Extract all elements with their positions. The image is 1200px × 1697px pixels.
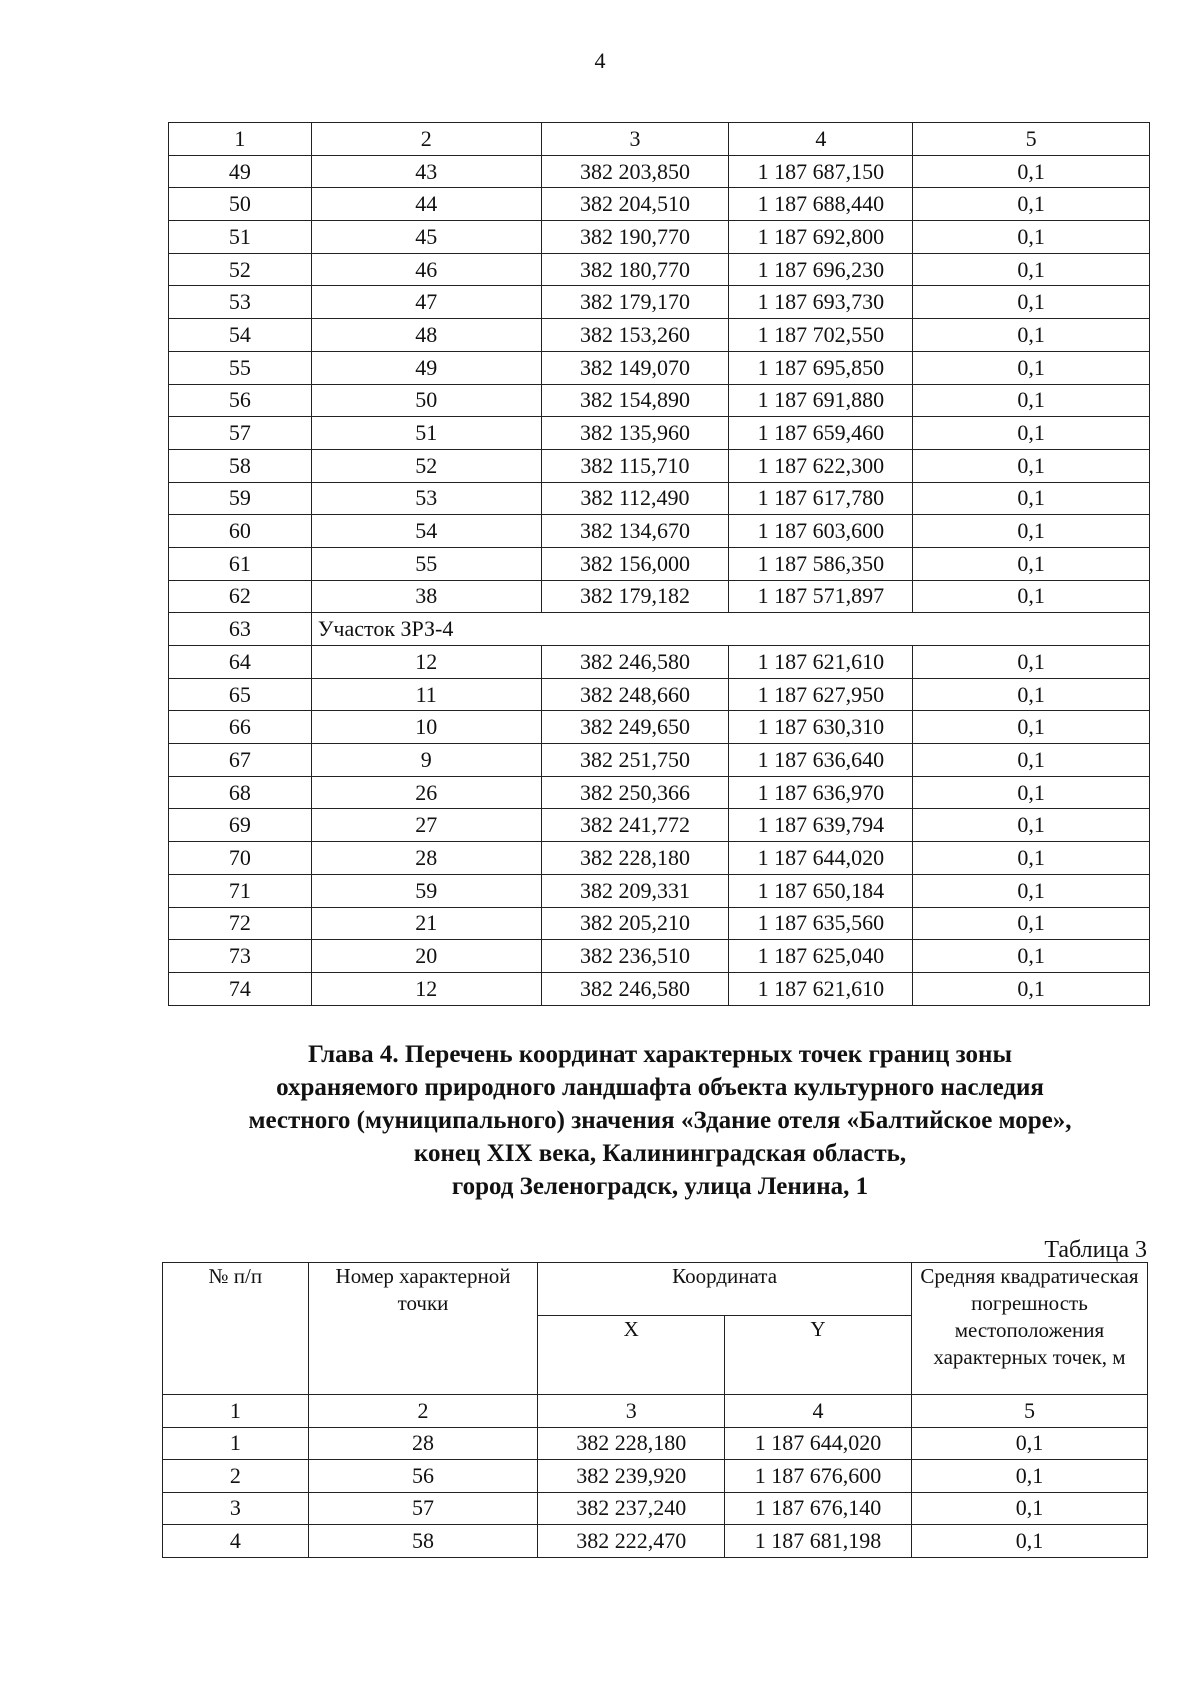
header-error: Средняя квадратическая погрешность местоположения характерных точек, м [911,1263,1147,1395]
error-cell: 0,1 [913,678,1150,711]
error-cell: 0,1 [911,1492,1147,1525]
coordinates-table-3 [162,1262,1148,1558]
table-section [169,613,1150,646]
table-body-a [169,155,1150,613]
table-row [163,1492,1148,1525]
error-cell: 0,1 [913,580,1150,613]
y-coordinate-cell: 1 187 676,140 [725,1492,912,1525]
x-coordinate-cell: 382 222,470 [538,1525,725,1558]
x-coordinate-cell: 382 209,331 [541,874,729,907]
table-row [169,515,1150,548]
error-cell: 0,1 [913,711,1150,744]
index-cell: 5 [911,1395,1147,1428]
error-cell: 0,1 [913,809,1150,842]
y-coordinate-cell: 1 187 693,730 [729,286,913,319]
point-number-cell: 51 [311,417,541,450]
error-cell: 0,1 [913,449,1150,482]
error-cell: 0,1 [913,286,1150,319]
index-cell: 2 [311,123,541,156]
table-row [169,188,1150,221]
y-coordinate-cell: 1 187 695,850 [729,351,913,384]
x-coordinate-cell: 382 248,660 [541,678,729,711]
x-coordinate-cell: 382 246,580 [541,646,729,679]
chapter-title-line: Глава 4. Перечень координат характерных точек границ зоны [308,1041,1012,1068]
point-number-cell: 20 [311,940,541,973]
error-cell: 0,1 [913,547,1150,580]
index-cell: 3 [541,123,729,156]
table-row [169,972,1150,1005]
chapter-title [170,1038,1150,1203]
error-cell: 0,1 [911,1460,1147,1493]
section-row [169,613,1150,646]
x-coordinate-cell: 382 149,070 [541,351,729,384]
row-number-cell: 57 [169,417,312,450]
y-coordinate-cell: 1 187 621,610 [729,972,913,1005]
error-cell: 0,1 [913,253,1150,286]
y-coordinate-cell: 1 187 622,300 [729,449,913,482]
x-coordinate-cell: 382 249,650 [541,711,729,744]
x-coordinate-cell: 382 251,750 [541,744,729,777]
error-cell: 0,1 [913,940,1150,973]
index-cell: 1 [169,123,312,156]
table-row [163,1460,1148,1493]
point-number-cell: 21 [311,907,541,940]
row-number-cell: 2 [163,1460,309,1493]
x-coordinate-cell: 382 180,770 [541,253,729,286]
x-coordinate-cell: 382 236,510 [541,940,729,973]
table-row [163,1427,1148,1460]
row-number-cell: 52 [169,253,312,286]
point-number-cell: 43 [311,155,541,188]
error-cell: 0,1 [913,319,1150,352]
y-coordinate-cell: 1 187 702,550 [729,319,913,352]
table-row [169,678,1150,711]
table-row [169,874,1150,907]
error-cell: 0,1 [913,874,1150,907]
x-coordinate-cell: 382 203,850 [541,155,729,188]
error-cell: 0,1 [913,646,1150,679]
x-coordinate-cell: 382 153,260 [541,319,729,352]
y-coordinate-cell: 1 187 603,600 [729,515,913,548]
row-number-cell: 61 [169,547,312,580]
point-number-cell: 54 [311,515,541,548]
table-row [169,449,1150,482]
row-number-cell: 64 [169,646,312,679]
y-coordinate-cell: 1 187 688,440 [729,188,913,221]
y-coordinate-cell: 1 187 617,780 [729,482,913,515]
table-index-row [163,1395,1148,1428]
point-number-cell: 10 [311,711,541,744]
row-number-cell: 62 [169,580,312,613]
x-coordinate-cell: 382 134,670 [541,515,729,548]
y-coordinate-cell: 1 187 644,020 [729,842,913,875]
x-coordinate-cell: 382 154,890 [541,384,729,417]
chapter-title-line: конец XIX века, Калининградская область, [413,1140,907,1167]
y-coordinate-cell: 1 187 630,310 [729,711,913,744]
y-coordinate-cell: 1 187 636,640 [729,744,913,777]
point-number-cell: 50 [311,384,541,417]
row-number-cell: 55 [169,351,312,384]
error-cell: 0,1 [913,417,1150,450]
row-number-cell: 74 [169,972,312,1005]
point-number-cell: 46 [311,253,541,286]
point-number-cell: 12 [311,646,541,679]
table-row [169,809,1150,842]
row-number-cell: 1 [163,1427,309,1460]
row-number-cell: 73 [169,940,312,973]
error-cell: 0,1 [913,907,1150,940]
x-coordinate-cell: 382 228,180 [541,842,729,875]
y-coordinate-cell: 1 187 625,040 [729,940,913,973]
y-coordinate-cell: 1 187 659,460 [729,417,913,450]
x-coordinate-cell: 382 241,772 [541,809,729,842]
row-number-cell: 53 [169,286,312,319]
x-coordinate-cell: 382 179,182 [541,580,729,613]
table-row [169,776,1150,809]
y-coordinate-cell: 1 187 676,600 [725,1460,912,1493]
error-cell: 0,1 [913,744,1150,777]
row-number-cell: 56 [169,384,312,417]
table-row [169,580,1150,613]
header-coordinate: Координата [538,1263,912,1316]
row-number-cell: 60 [169,515,312,548]
error-cell: 0,1 [913,776,1150,809]
row-number-cell: 3 [163,1492,309,1525]
table-body-b [169,646,1150,1006]
row-number-cell: 54 [169,319,312,352]
y-coordinate-cell: 1 187 650,184 [729,874,913,907]
point-number-cell: 28 [311,842,541,875]
point-number-cell: 55 [311,547,541,580]
y-coordinate-cell: 1 187 692,800 [729,221,913,254]
y-coordinate-cell: 1 187 586,350 [729,547,913,580]
index-cell: 3 [538,1395,725,1428]
point-number-cell: 26 [311,776,541,809]
error-cell: 0,1 [913,155,1150,188]
row-number-cell: 71 [169,874,312,907]
table-row [169,155,1150,188]
table-row [169,417,1150,450]
row-number-cell: 59 [169,482,312,515]
section-row-number: 63 [169,613,312,646]
table-row [169,482,1150,515]
section-label: Участок ЗРЗ-4 [311,613,1149,646]
point-number-cell: 12 [311,972,541,1005]
table-row [169,711,1150,744]
table-row [169,253,1150,286]
point-number-cell: 47 [311,286,541,319]
header-row-number: № п/п [163,1263,309,1395]
y-coordinate-cell: 1 187 636,970 [729,776,913,809]
x-coordinate-cell: 382 190,770 [541,221,729,254]
chapter-title-line: город Зеленоградск, улица Ленина, 1 [451,1173,869,1200]
table-row [169,842,1150,875]
x-coordinate-cell: 382 237,240 [538,1492,725,1525]
point-number-cell: 27 [311,809,541,842]
error-cell: 0,1 [913,221,1150,254]
y-coordinate-cell: 1 187 621,610 [729,646,913,679]
table-row [169,351,1150,384]
point-number-cell: 59 [311,874,541,907]
table-caption: Таблица 3 [1044,1237,1147,1263]
table-row [169,319,1150,352]
error-cell: 0,1 [913,384,1150,417]
error-cell: 0,1 [913,188,1150,221]
y-coordinate-cell: 1 187 696,230 [729,253,913,286]
table-row [169,221,1150,254]
x-coordinate-cell: 382 135,960 [541,417,729,450]
table-row [169,384,1150,417]
chapter-title-line: охраняемого природного ландшафта объекта культурного наследия [276,1074,1044,1101]
row-number-cell: 72 [169,907,312,940]
point-number-cell: 44 [311,188,541,221]
point-number-cell: 28 [308,1427,538,1460]
y-coordinate-cell: 1 187 571,897 [729,580,913,613]
point-number-cell: 48 [311,319,541,352]
row-number-cell: 69 [169,809,312,842]
error-cell: 0,1 [913,515,1150,548]
point-number-cell: 49 [311,351,541,384]
point-number-cell: 11 [311,678,541,711]
table-row [169,744,1150,777]
header-point-number: Номер характерной точки [308,1263,538,1395]
row-number-cell: 68 [169,776,312,809]
table-row [169,907,1150,940]
x-coordinate-cell: 382 228,180 [538,1427,725,1460]
y-coordinate-cell: 1 187 627,950 [729,678,913,711]
row-number-cell: 67 [169,744,312,777]
header-x: X [538,1316,725,1395]
error-cell: 0,1 [913,351,1150,384]
point-number-cell: 45 [311,221,541,254]
y-coordinate-cell: 1 187 639,794 [729,809,913,842]
page-number: 4 [594,48,606,73]
point-number-cell: 57 [308,1492,538,1525]
point-number-cell: 52 [311,449,541,482]
index-cell: 1 [163,1395,309,1428]
x-coordinate-cell: 382 156,000 [541,547,729,580]
point-number-cell: 38 [311,580,541,613]
x-coordinate-cell: 382 246,580 [541,972,729,1005]
index-cell: 2 [308,1395,538,1428]
x-coordinate-cell: 382 115,710 [541,449,729,482]
y-coordinate-cell: 1 187 691,880 [729,384,913,417]
table-row [169,646,1150,679]
point-number-cell: 53 [311,482,541,515]
x-coordinate-cell: 382 112,490 [541,482,729,515]
row-number-cell: 49 [169,155,312,188]
row-number-cell: 50 [169,188,312,221]
table-row [169,547,1150,580]
error-cell: 0,1 [913,482,1150,515]
header-y: Y [725,1316,912,1395]
row-number-cell: 51 [169,221,312,254]
y-coordinate-cell: 1 187 635,560 [729,907,913,940]
table-index-row [169,123,1150,156]
row-number-cell: 66 [169,711,312,744]
index-cell: 5 [913,123,1150,156]
table-body [163,1395,1148,1558]
index-cell: 4 [725,1395,912,1428]
table-row [169,940,1150,973]
row-number-cell: 4 [163,1525,309,1558]
error-cell: 0,1 [913,842,1150,875]
row-number-cell: 70 [169,842,312,875]
error-cell: 0,1 [911,1427,1147,1460]
point-number-cell: 56 [308,1460,538,1493]
y-coordinate-cell: 1 187 644,020 [725,1427,912,1460]
x-coordinate-cell: 382 179,170 [541,286,729,319]
coordinates-table-continued [168,122,1150,1006]
x-coordinate-cell: 382 205,210 [541,907,729,940]
point-number-cell: 9 [311,744,541,777]
point-number-cell: 58 [308,1525,538,1558]
x-coordinate-cell: 382 239,920 [538,1460,725,1493]
error-cell: 0,1 [911,1525,1147,1558]
error-cell: 0,1 [913,972,1150,1005]
y-coordinate-cell: 1 187 687,150 [729,155,913,188]
row-number-cell: 65 [169,678,312,711]
chapter-title-line: местного (муниципального) значения «Здание отеля «Балтийское море», [248,1107,1072,1134]
x-coordinate-cell: 382 250,366 [541,776,729,809]
row-number-cell: 58 [169,449,312,482]
table-row [169,286,1150,319]
x-coordinate-cell: 382 204,510 [541,188,729,221]
table-row [163,1525,1148,1558]
y-coordinate-cell: 1 187 681,198 [725,1525,912,1558]
index-cell: 4 [729,123,913,156]
